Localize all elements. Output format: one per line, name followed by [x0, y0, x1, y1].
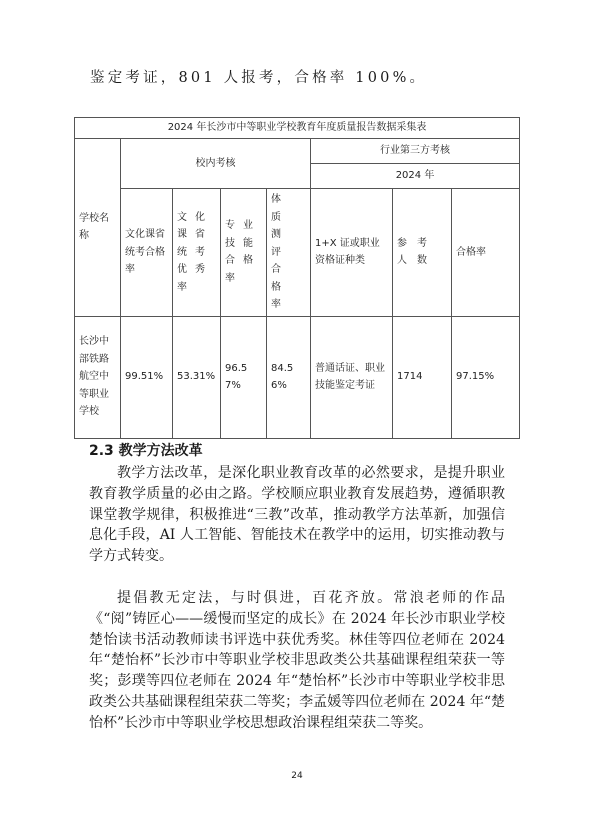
column-header: 合格率 — [452, 189, 520, 317]
third-party-year: 2024 年 — [311, 164, 520, 189]
column-header: 文化课省统考优秀率 — [173, 189, 221, 317]
table-cell: 53.31% — [173, 316, 221, 438]
third-party-group-header: 行业第三方考核 — [311, 139, 520, 164]
column-header: 体质测评合格率 — [267, 189, 311, 317]
school-name-cell: 长沙中部铁路航空中等职业学校 — [75, 316, 121, 438]
table-cell: 97.15% — [452, 316, 520, 438]
paragraph-text: 提倡教无定法，与时俱进，百花齐放。常浪老师的作品《“阅”铸匠心——缓慢而坚定的成长》在 2024 年长沙市职业学校楚怡读书活动教师读书评选中获优秀奖。林佳等四位老师在 2024 年“楚怡杯”长沙市中等职业学校非思政类公共基础课程组荣获一等奖；彭璞等四位老师在 2024 年“楚怡杯”长沙市中等职业学校非思政类公共基础课程组荣获二等奖；李孟媛等四位老师在 2024 年“楚怡杯”长沙市中等职业学校思想政治课程组荣获二等奖。 — [89, 590, 505, 731]
column-header: 文化课省统考合格率 — [121, 189, 173, 317]
column-header: 1+X 证或职业资格证种类 — [311, 189, 393, 317]
page-number: 24 — [291, 771, 303, 781]
table-cell: 84.56% — [267, 316, 311, 438]
table-cell: 普通话证、职业技能鉴定考证 — [311, 316, 393, 438]
table-cell: 1714 — [393, 316, 452, 438]
paragraph — [89, 588, 505, 734]
intro-line: 鉴定考证，801 人报考，合格率 100%。 — [90, 70, 428, 86]
table-cell: 96.57% — [221, 316, 267, 438]
table-caption: 2024 年长沙市中等职业学校教育年度质量报告数据采集表 — [75, 118, 520, 139]
paragraph-text: 教学方法改革，是深化职业教育改革的必然要求，是提升职业教育教学质量的必由之路。学校顺应职业教育发展趋势，遵循职教课堂教学规律，积极推进“三教”改革，推动教学方法革新，加强信息化手段，AI 人工智能、智能技术在教学中的运用，切实推动教与学方式转变。 — [89, 465, 505, 565]
data-collection-table — [74, 117, 520, 439]
table-row — [75, 316, 520, 438]
column-header: 专业技能合格率 — [221, 189, 267, 317]
in-school-group-header: 校内考核 — [121, 139, 311, 189]
table-cell: 99.51% — [121, 316, 173, 438]
section-heading: 2.3 教学方法改革 — [89, 443, 203, 459]
column-header: 参考人数 — [393, 189, 452, 317]
paragraph — [89, 463, 505, 567]
school-header: 学校名称 — [75, 139, 121, 317]
